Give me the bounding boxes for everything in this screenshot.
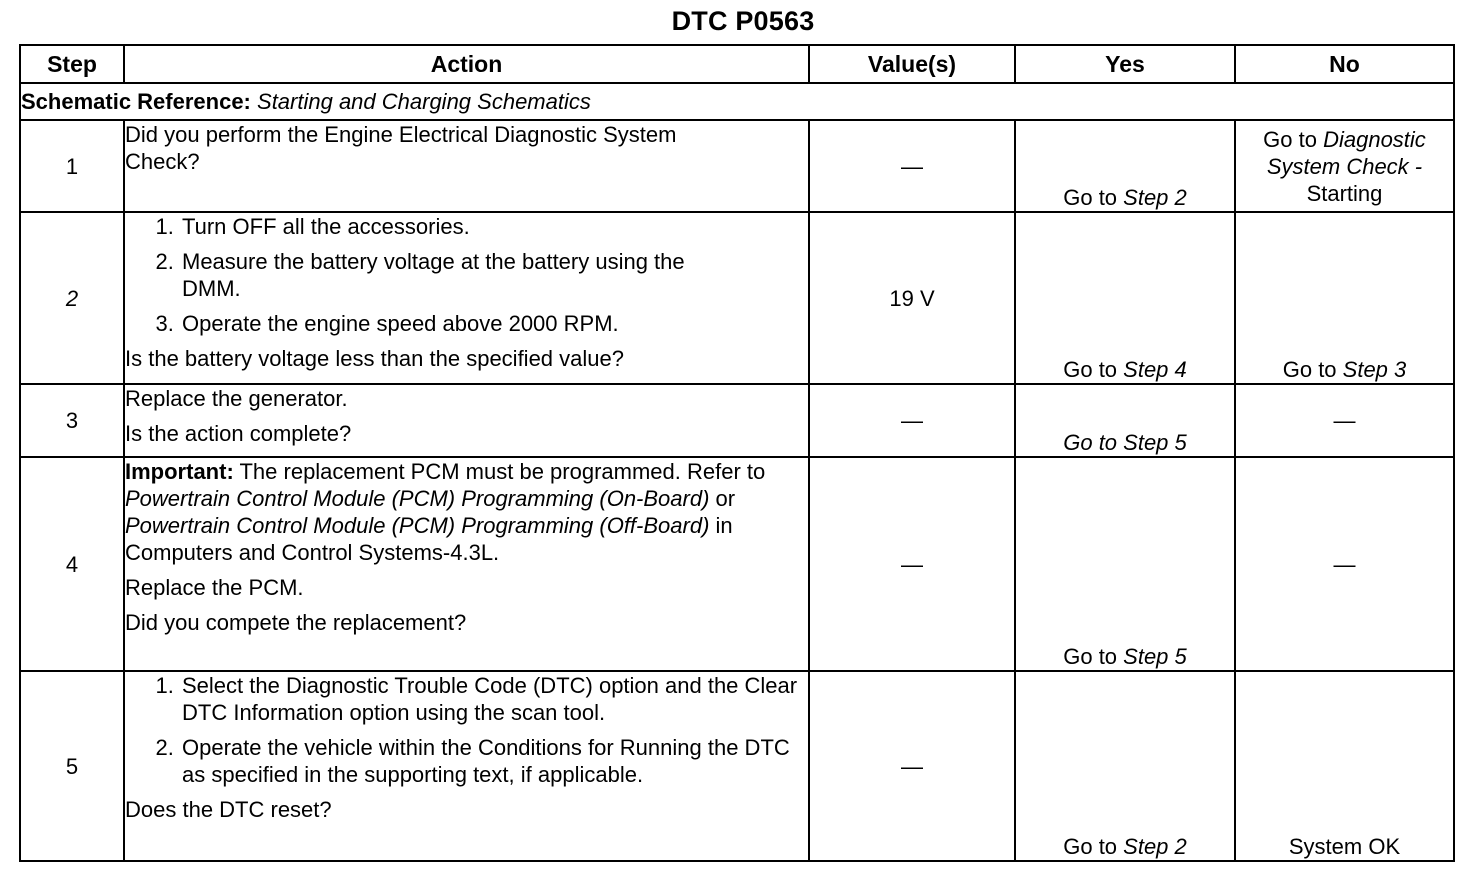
value-cell: —: [809, 384, 1015, 457]
important-label: Important:: [125, 459, 234, 484]
value-cell: —: [809, 457, 1015, 671]
no-cell: [1235, 120, 1454, 212]
or-text: or: [709, 486, 736, 511]
yes-cell: [1015, 671, 1235, 861]
yes-link[interactable]: Step 4: [1123, 357, 1187, 382]
no-prefix: Go to: [1263, 127, 1324, 152]
no-cell: —: [1235, 384, 1454, 457]
no-link[interactable]: Step 3: [1342, 357, 1407, 382]
action-cell: [124, 120, 809, 212]
action-text: Did you perform the Engine Electrical Diagnostic System Check?: [125, 122, 677, 174]
action-text: Replace the generator.: [125, 386, 348, 411]
no-suffix: Starting: [1306, 181, 1383, 206]
table-row: [20, 384, 1454, 457]
procedure-list: [125, 213, 808, 337]
no-cell: [1235, 212, 1454, 384]
yes-prefix: Go to: [1063, 834, 1124, 859]
yes-prefix: Go to: [1063, 644, 1124, 669]
no-prefix: Go to: [1282, 357, 1343, 382]
yes-cell: [1015, 457, 1235, 671]
yes-prefix: Go to: [1063, 357, 1124, 382]
procedure-list: [125, 672, 808, 788]
header-row: [20, 45, 1454, 83]
question-text: Is the battery voltage less than the specified value?: [125, 346, 624, 371]
header-yes: Yes: [1015, 45, 1235, 83]
no-cell: —: [1235, 457, 1454, 671]
question-text: Does the DTC reset?: [125, 797, 332, 822]
no-link[interactable]: Diagnostic System Check -: [1266, 127, 1426, 179]
yes-cell: [1015, 212, 1235, 384]
procedure-step: 1. Select the Diagnostic Trouble Code (DTC) option and the Clear DTC Information option using the scan tool.: [180, 672, 808, 726]
important-note: [125, 458, 808, 566]
table-row: [20, 120, 1454, 212]
yes-link[interactable]: Go to Step 5: [1015, 384, 1235, 457]
header-action: Action: [124, 45, 809, 83]
procedure-step: 1. Turn OFF all the accessories.: [180, 213, 748, 240]
yes-prefix: Go to: [1063, 185, 1124, 210]
yes-link[interactable]: Step 5: [1123, 644, 1187, 669]
diagnostic-table: [19, 44, 1455, 862]
yes-link[interactable]: Step 2: [1123, 834, 1187, 859]
step-number: 3: [20, 384, 124, 457]
yes-cell: [1015, 120, 1235, 212]
action-text: Replace the PCM.: [125, 575, 304, 600]
yes-link[interactable]: Step 2: [1123, 185, 1187, 210]
pcm-onboard-link[interactable]: Powertrain Control Module (PCM) Programming (On-Board): [125, 486, 710, 511]
action-cell: [124, 384, 809, 457]
action-cell: [124, 457, 809, 671]
no-cell: System OK: [1235, 671, 1454, 861]
action-cell: [124, 671, 809, 861]
table-row: [20, 212, 1454, 384]
value-cell: —: [809, 120, 1015, 212]
step-number: 4: [20, 457, 124, 671]
pcm-offboard-link[interactable]: Powertrain Control Module (PCM) Programming (Off-Board): [125, 513, 710, 538]
important-tail: in Computers and Control Systems-4.3L.: [125, 513, 733, 565]
procedure-step: 2. Operate the vehicle within the Conditions for Running the DTC as specified in the supporting text, if applicable.: [180, 734, 808, 788]
question-text: Is the action complete?: [125, 421, 352, 446]
table-row: [20, 457, 1454, 671]
procedure-step: 3. Operate the engine speed above 2000 RPM.: [180, 310, 748, 337]
important-text: The replacement PCM must be programmed. Refer to: [233, 459, 766, 484]
step-number: 5: [20, 671, 124, 861]
step-number: 1: [20, 120, 124, 212]
schematic-label: Schematic Reference:: [21, 89, 251, 114]
table-row: [20, 671, 1454, 861]
step-number: 2: [20, 212, 124, 384]
schematic-link[interactable]: Starting and Charging Schematics: [257, 89, 591, 114]
header-step: Step: [20, 45, 124, 83]
header-no: No: [1235, 45, 1454, 83]
procedure-step: 2. Measure the battery voltage at the battery using the DMM.: [180, 248, 748, 302]
page-title: DTC P0563: [671, 6, 815, 36]
action-cell: [124, 212, 809, 384]
header-values: Value(s): [809, 45, 1015, 83]
value-cell: —: [809, 671, 1015, 861]
question-text: Did you compete the replacement?: [125, 610, 467, 635]
schematic-row: [20, 83, 1454, 120]
schematic-reference: [20, 83, 1454, 120]
value-cell: 19 V: [809, 212, 1015, 384]
